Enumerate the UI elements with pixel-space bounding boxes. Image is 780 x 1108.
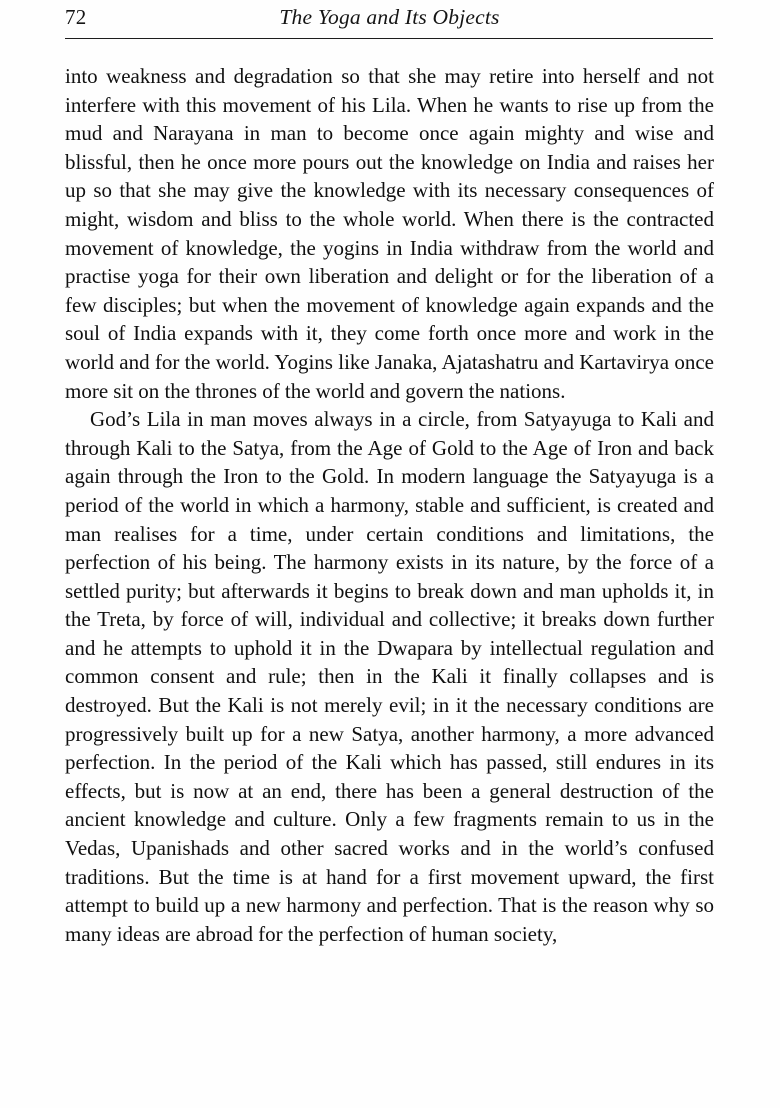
paragraph-continued: into weakness and degradation so that she may retire into herself and not interfere with this movement of his Lila. When he wants to rise up from the mud and Narayana in man to become once again mighty and wise and blissful, then he once more pours out the knowledge on India and raises her up so that she may give the knowledge with its necessary consequences of might, wisdom and bliss to the whole world. When there is the contracted movement of knowledge, the yogins in India withdraw from the world and practise yoga for their own liberation and delight or for the liberation of a few disciples; but when the movement of knowledge again expands and the soul of India expands with it, they come forth once more and work in the world and for the world. Yogins like Janaka, Ajatashatru and Kartavirya once more sit on the thrones of the world and govern the nations. xyxy=(65,64,714,403)
running-header xyxy=(65,4,714,34)
paragraph-gods-lila: God’s Lila in man moves always in a circle, from Satyayuga to Kali and through Kali to the Satya, from the Age of Gold to the Age of Iron and back again through the Iron to the Gold. In modern language the Satyayuga is a period of the world in which a harmony, stable and sufficient, is created and man realises for a time, under certain conditions and limitations, the perfection of his being. The harmony exists in its nature, by the force of a settled purity; but afterwards it begins to break down and man upholds it, in the Treta, by force of will, individual and collective; it breaks down further and he attempts to uphold it in the Dwapara by intellectual regulation and common consent and rule; then in the Kali it finally collapses and is destroyed. But the Kali is not merely evil; in it the necessary conditions are progressively built up for a new Satya, another harmony, a more advanced perfection. In the period of the Kali which has passed, still endures in its effects, but is now at an end, there has been a general destruction of the ancient knowledge and culture. Only a few fragments remain to us in the Vedas, Upanishads and other sacred works and in the world’s confused traditions. But the time is at hand for a first movement upward, the first attempt to build up a new harmony and perfection. That is the reason why so many ideas are abroad for the perfection of human society, xyxy=(65,407,714,946)
page-number: 72 xyxy=(65,5,87,29)
header-divider-rule xyxy=(65,38,713,39)
running-title: The Yoga and Its Objects xyxy=(279,5,500,29)
text-column xyxy=(65,62,714,948)
